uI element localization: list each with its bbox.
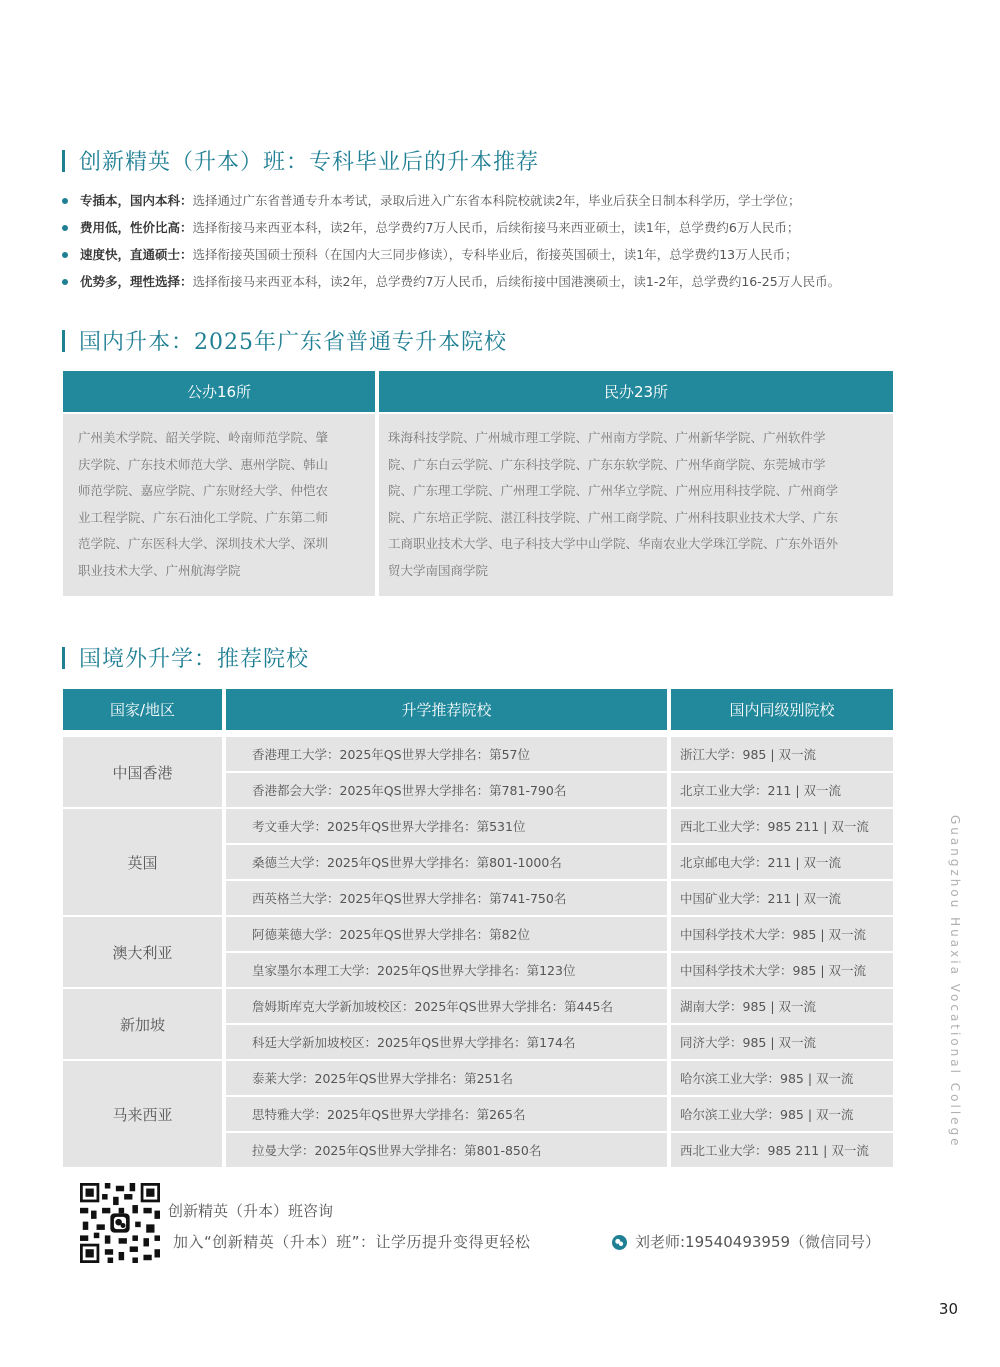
section2-title-text: 国内升本：2025年广东省普通专升本院校	[79, 330, 507, 355]
region-cell: 中国香港	[63, 737, 222, 807]
bullet-label: 速度快，直通硕士：	[80, 247, 193, 262]
school-line: 院、广东培正学院、湛江科技学院、广州工商学院、广州科技职业技术大学、广东	[388, 509, 839, 525]
bullet-label: 优势多，理性选择：	[80, 274, 193, 289]
peer-cell: 湖南大学：985 | 双一流	[671, 989, 893, 1023]
school-cell: 詹姆斯库克大学新加坡校区：2025年QS世界大学排名：第445名	[226, 989, 667, 1023]
title-bar	[62, 150, 65, 172]
school-cell: 考文垂大学：2025年QS世界大学排名：第531位	[226, 809, 667, 843]
bullet-text: 选择通过广东省普通专升本考试，录取后进入广东省本科院校就读2年，毕业后获全日制本科学历，学士学位；	[192, 193, 801, 208]
peer-cell: 中国矿业大学：211 | 双一流	[671, 881, 893, 915]
consult-text: 创新精英（升本）班咨询	[168, 1202, 334, 1220]
title-bar	[62, 647, 65, 669]
slogan-text: 加入“创新精英（升本）班”：让学历提升变得更轻松	[173, 1233, 531, 1251]
list-item	[62, 191, 942, 218]
school-line: 贸大学南国商学院	[388, 562, 489, 578]
school-line: 工商职业技术大学、电子科技大学中山学院、华南农业大学珠江学院、广东外语外	[388, 536, 839, 551]
contact-text: 刘老师:19540493959（微信同号）	[635, 1233, 881, 1251]
peer-cell: 同济大学：985 | 双一流	[671, 1025, 893, 1059]
bullet-dot-icon	[62, 252, 68, 258]
peer-cell: 中国科学技术大学：985 | 双一流	[671, 917, 893, 951]
page-number: 30	[938, 1300, 958, 1318]
school-line: 职业技术大学、广州航海学院	[78, 562, 241, 578]
region-cell: 英国	[63, 809, 222, 915]
section2-title	[62, 325, 507, 356]
side-college-name: Guangzhou Huaxia Vocational College	[948, 815, 962, 1149]
wechat-icon	[612, 1235, 627, 1250]
bullet-dot-icon	[62, 198, 68, 204]
school-line: 业工程学院、广东石油化工学院、广东第二师	[78, 509, 329, 525]
section3-title-text: 国境外升学：推荐院校	[79, 647, 310, 672]
peer-cell: 西北工业大学：985 211 | 双一流	[671, 809, 893, 843]
school-cell: 香港理工大学：2025年QS世界大学排名：第57位	[226, 737, 667, 771]
bullet-dot-icon	[62, 225, 68, 231]
region-cell: 澳大利亚	[63, 917, 222, 987]
peer-cell: 哈尔滨工业大学：985 | 双一流	[671, 1061, 893, 1095]
header-school: 升学推荐院校	[226, 689, 667, 730]
section1-title	[62, 145, 539, 176]
peer-cell: 北京工业大学：211 | 双一流	[671, 773, 893, 807]
private-header: 民办23所	[379, 371, 893, 412]
school-cell: 桑德兰大学：2025年QS世界大学排名：第801-1000名	[226, 845, 667, 879]
bullet-label: 费用低，性价比高：	[80, 220, 193, 235]
peer-cell: 浙江大学：985 | 双一流	[671, 737, 893, 771]
school-cell: 拉曼大学：2025年QS世界大学排名：第801-850名	[226, 1133, 667, 1167]
bullet-dot-icon	[62, 279, 68, 285]
school-line: 范学院、广东医科大学、深圳技术大学、深圳	[78, 536, 329, 551]
public-schools	[78, 425, 368, 584]
list-item	[62, 245, 942, 272]
school-line: 院、广东白云学院、广东科技学院、广东东软学院、广州华商学院、东莞城市学	[388, 456, 826, 472]
private-schools	[388, 425, 888, 584]
peer-cell: 哈尔滨工业大学：985 | 双一流	[671, 1097, 893, 1131]
peer-cell: 北京邮电大学：211 | 双一流	[671, 845, 893, 879]
school-line: 院、广东理工学院、广州理工学院、广州华立学院、广州应用科技学院、广州商学	[388, 483, 839, 498]
school-cell: 阿德莱德大学：2025年QS世界大学排名：第82位	[226, 917, 667, 951]
school-line: 师范学院、嘉应学院、广东财经大学、仲恺农	[78, 483, 329, 498]
bullet-text: 选择衔接马来西亚本科，读2年，总学费约7万人民币，后续衔接中国港澳硕士，读1-2年，总学费约16-25万人民币。	[192, 274, 841, 289]
school-line: 广州美术学院、韶关学院、岭南师范学院、肇	[78, 430, 329, 445]
region-cell: 马来西亚	[63, 1061, 222, 1167]
public-header: 公办16所	[63, 371, 375, 412]
list-item	[62, 272, 942, 299]
school-cell: 思特雅大学：2025年QS世界大学排名：第265名	[226, 1097, 667, 1131]
school-cell: 香港都会大学：2025年QS世界大学排名：第781-790名	[226, 773, 667, 807]
peer-cell: 西北工业大学：985 211 | 双一流	[671, 1133, 893, 1167]
header-region: 国家/地区	[63, 689, 222, 730]
title-bar	[62, 330, 65, 352]
region-cell: 新加坡	[63, 989, 222, 1059]
school-cell: 科廷大学新加坡校区：2025年QS世界大学排名：第174名	[226, 1025, 667, 1059]
school-cell: 西英格兰大学：2025年QS世界大学排名：第741-750名	[226, 881, 667, 915]
bullet-text: 选择衔接英国硕士预科（在国内大三同步修读），专科毕业后，衔接英国硕士，读1年，总学费约13万人民币；	[192, 247, 798, 262]
qr-code-icon	[80, 1183, 160, 1263]
school-line: 珠海科技学院、广州城市理工学院、广州南方学院、广州新华学院、广州软件学	[388, 430, 826, 445]
list-item	[62, 218, 942, 245]
header-peer: 国内同级别院校	[671, 689, 893, 730]
recommendation-list	[62, 191, 942, 299]
school-line: 庆学院、广东技术师范大学、惠州学院、韩山	[78, 456, 329, 472]
section3-title	[62, 642, 309, 673]
bullet-text: 选择衔接马来西亚本科，读2年，总学费约7万人民币，后续衔接马来西亚硕士，读1年，总学费约6万人民币；	[192, 220, 800, 235]
peer-cell: 中国科学技术大学：985 | 双一流	[671, 953, 893, 987]
bullet-label: 专插本，国内本科：	[80, 193, 193, 208]
school-cell: 泰莱大学：2025年QS世界大学排名：第251名	[226, 1061, 667, 1095]
section1-title-text: 创新精英（升本）班：专科毕业后的升本推荐	[79, 150, 540, 175]
school-cell: 皇家墨尔本理工大学：2025年QS世界大学排名：第123位	[226, 953, 667, 987]
